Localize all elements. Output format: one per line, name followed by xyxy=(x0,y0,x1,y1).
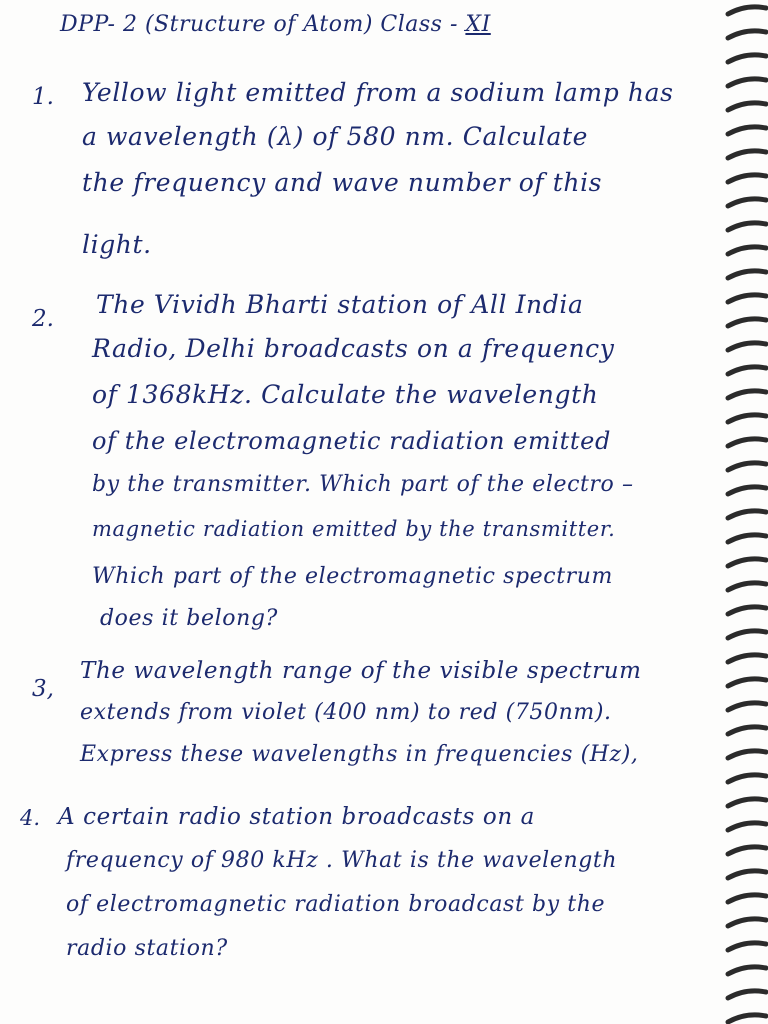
spiral-coil xyxy=(728,631,766,638)
spiral-coil xyxy=(728,511,766,518)
question-line: radio station? xyxy=(66,936,228,961)
spiral-coil xyxy=(728,655,766,662)
question-line: Express these wavelengths in frequencies (Hz), xyxy=(80,742,639,767)
question-line: of 1368kHz. Calculate the wavelength xyxy=(92,380,599,409)
spiral-binding xyxy=(720,0,768,1024)
question-line: Which part of the electromagnetic spectrum xyxy=(92,564,613,589)
question-line: extends from violet (400 nm) to red (750nm). xyxy=(80,700,612,725)
spiral-coil xyxy=(728,991,766,998)
spiral-coil xyxy=(728,199,766,206)
question-line: a wavelength (λ) of 580 nm. Calculate xyxy=(82,122,589,151)
spiral-coil xyxy=(728,607,766,614)
question-line: magnetic radiation emitted by the transmitter. xyxy=(92,517,616,541)
question-line: of electromagnetic radiation broadcast by the xyxy=(66,892,606,917)
spiral-coil xyxy=(728,271,766,278)
question-line: frequency of 980 kHz . What is the wavelength xyxy=(66,848,618,873)
spiral-coil xyxy=(728,175,766,182)
spiral-coil xyxy=(728,463,766,470)
spiral-coil xyxy=(728,871,766,878)
spiral-coil xyxy=(728,895,766,902)
question-line: the frequency and wave number of this xyxy=(82,168,603,197)
spiral-coil xyxy=(728,727,766,734)
question-line: by the transmitter. Which part of the electro – xyxy=(92,472,634,497)
question-line: does it belong? xyxy=(100,606,278,631)
spiral-coil xyxy=(728,127,766,134)
page-title xyxy=(60,12,491,37)
spiral-coil xyxy=(728,367,766,374)
spiral-coil xyxy=(728,223,766,230)
spiral-coil xyxy=(728,751,766,758)
spiral-coil xyxy=(728,31,766,38)
spiral-coil xyxy=(728,535,766,542)
spiral-coil xyxy=(728,679,766,686)
question-number: 4. xyxy=(20,806,41,830)
question-line: of the electromagnetic radiation emitted xyxy=(92,427,611,455)
spiral-coil xyxy=(728,559,766,566)
question-line: Radio, Delhi broadcasts on a frequency xyxy=(92,334,615,363)
spiral-coil xyxy=(728,799,766,806)
spiral-coil xyxy=(728,343,766,350)
spiral-coil xyxy=(728,55,766,62)
question-number: 1. xyxy=(32,84,54,110)
spiral-coil xyxy=(728,103,766,110)
spiral-coil xyxy=(728,919,766,926)
question-line: Yellow light emitted from a sodium lamp has xyxy=(82,78,674,107)
title-text: DPP- 2 (Structure of Atom) Class - xyxy=(60,12,458,37)
spiral-coil xyxy=(728,823,766,830)
spiral-coil xyxy=(728,847,766,854)
spiral-coil xyxy=(728,79,766,86)
spiral-coil xyxy=(728,943,766,950)
question-number: 2. xyxy=(32,306,54,332)
spiral-coil xyxy=(728,439,766,446)
question-line: The Vividh Bharti station of All India xyxy=(96,290,584,319)
spiral-coil xyxy=(728,967,766,974)
question-line: light. xyxy=(82,230,152,259)
spiral-coil xyxy=(728,775,766,782)
spiral-coil xyxy=(728,415,766,422)
spiral-coil xyxy=(728,583,766,590)
spiral-coil xyxy=(728,7,766,14)
spiral-coil xyxy=(728,295,766,302)
spiral-coil xyxy=(728,487,766,494)
spiral-coil xyxy=(728,151,766,158)
spiral-coil xyxy=(728,1015,766,1022)
spiral-coil xyxy=(728,319,766,326)
spiral-coil xyxy=(728,247,766,254)
question-line: A certain radio station broadcasts on a xyxy=(58,804,535,830)
question-line: The wavelength range of the visible spectrum xyxy=(80,658,642,684)
spiral-coil xyxy=(728,703,766,710)
class-label: XI xyxy=(465,12,491,37)
spiral-coil xyxy=(728,391,766,398)
question-number: 3, xyxy=(32,676,54,702)
